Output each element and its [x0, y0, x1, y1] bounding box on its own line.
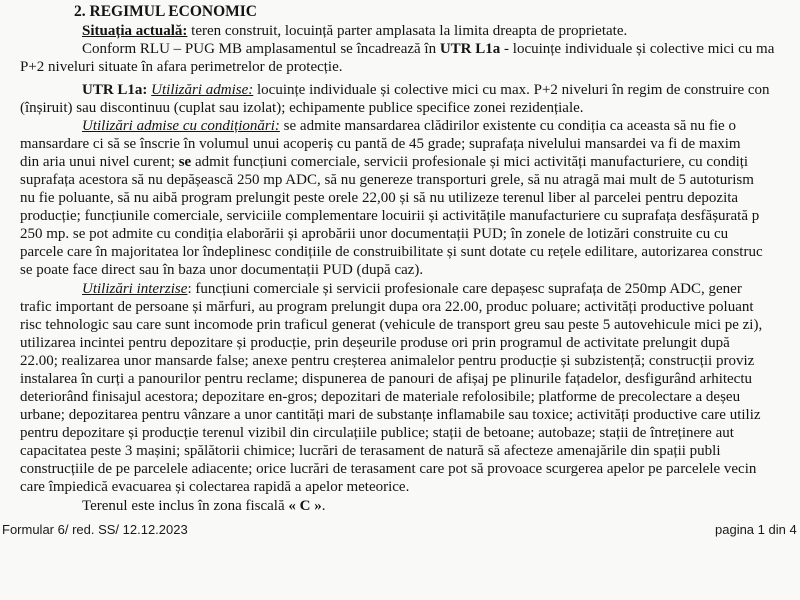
int-line-10: capacitatea peste 3 mașini; spălătorii chimice; lucrări de terasament de natură să afecteze amenajările din spații publi [20, 443, 721, 459]
conform-utr: UTR L1a [439, 41, 501, 57]
int-text-1: : funcțiuni comerciale și servicii profesionale care depașesc suprafața de 250mp ADC, gener [187, 281, 742, 297]
cond-line-7: 250 mp. se pot admite cu condiția elaborării și aprobării unor documentații PUD; în zonele de lotizări construite cu cu [20, 226, 729, 242]
int-line-8: urbane; depozitarea pentru vânzare a unor cantități mari de substanțe inflamabile sau toxice; activități productive care utiliz [20, 407, 761, 423]
int-line-11: construcțiile de pe parcelele adiacente; orice lucrări de terasament care pot să provoace scurgerea apelor pe parcelele vecin [20, 461, 757, 477]
cond-label: Utilizări admise cu condiționări: [82, 118, 280, 134]
conform-suffix: - locuințe individuale și colective mici cu ma [500, 41, 775, 57]
int-line-2: trafic important de persoane și mărfuri, au program prelungit dupa ora 22.00, produc poluare; activități productive poluant [20, 299, 754, 315]
situatia-label: Situația actuală: [82, 23, 188, 39]
admise-line-2: (înșiruit) sau discontinuu (cuplat sau izolat); echipamente publice specifice zonei rezidențiale. [20, 100, 584, 116]
int-line-5: 22.00; realizarea unor mansarde false; anexe pentru creșterea animalelor pentru producție și subzistență; construcții proviz [20, 353, 755, 369]
cond-line-4: suprafața acestora să nu depășească 250 mp ADC, să nu genereze transporturi grele, să nu atragă mai mult de 5 autoturism [20, 172, 754, 188]
int-line-3: risc tehnologic sau care sunt incomode prin traficul generat (vehicule de transport greu sau peste 5 autovehicule mici pe zi), [20, 317, 763, 333]
cond-line-1 [82, 117, 736, 135]
cond-line-9: se poate face direct sau în baza unor documentații PUD (după caz). [20, 262, 424, 278]
fiscal-end: . [321, 498, 326, 514]
cond-line-6: producție; funcțiunile comerciale, serviciile complementare locuirii și activitățile manufacturiere cu suprafața desfășurată p [20, 208, 760, 224]
footer-page-number: pagina 1 din 4 [715, 522, 797, 537]
fiscal-line [82, 497, 325, 515]
int-line-6: instalarea în curți a panourilor pentru reclame; dispunerea de panouri de afișaj pe plinurile fațadelor, desfigurând arhitectu [20, 371, 753, 387]
fiscal-zone: « C » [288, 498, 322, 514]
int-line-4: utilizarea incintei pentru depozitare și producție, prin deșeurile produse ori prin programul de activitate prelungit după [20, 335, 730, 351]
situatia-text: teren construit, locuință parter amplasata la limita dreapta de proprietate. [187, 23, 628, 39]
cond-text-3c: admit funcțiuni comerciale, servicii profesionale și mici activități manufacturiere, cu condiți [191, 154, 749, 170]
int-line-9: pentru depozitare și producție terenul vizibil din circulațiile publice; stații de betoane; autobaze; stații de întreținere aut [20, 425, 734, 441]
situatia-line [82, 22, 627, 40]
admise-line-1 [82, 81, 770, 99]
conform-prefix: Conform RLU – PUG MB amplasamentul se încadrează în [82, 41, 440, 57]
int-label: Utilizări interzise [82, 281, 188, 297]
footer-form-ref: Formular 6/ red. SS/ 12.12.2023 [2, 522, 188, 537]
utr-code: UTR L1a: [82, 82, 148, 98]
int-line-1 [82, 280, 742, 298]
cond-text-3a: din aria unui nivel curent; [20, 154, 179, 170]
cond-line-5: nu fie poluante, să nu aibă program prelungit peste orele 22,00 și să nu utilizeze terenul liber al parcelei pentru depozita [20, 190, 739, 206]
fiscal-text: Terenul este inclus în zona fiscală [82, 498, 289, 514]
conform-line-1 [82, 40, 774, 58]
int-line-12: care împiedică evacuarea și colectarea rapidă a apelor meteorice. [20, 479, 410, 495]
cond-text-1: se admite mansardarea clădirilor existente cu condiția ca aceasta să nu fie o [279, 118, 736, 134]
admise-label: Utilizări admise: [151, 82, 254, 98]
cond-text-3b: se [178, 154, 192, 170]
admise-text-1: locuințe individuale și colective mici cu max. P+2 niveluri în regim de construire con [253, 82, 770, 98]
int-line-7: deteriorând finisajul acestora; depozitare en-gros; depozitari de materiale refolosibile; platforme de precolectare a deșeu [20, 389, 741, 405]
conform-line-2: P+2 niveluri situate în afara perimetrelor de protecție. [20, 59, 343, 75]
cond-line-2: mansardare ci să se înscrie în volumul unui acoperiș cu pantă de 45 grade; suprafața nivelului mansardei va fi de maxim [20, 136, 741, 152]
cond-line-8: parcele care în majoritatea lor îndeplinesc condițiile de construibilitate și sunt dotate cu rețele edilitare, autorizarea construc [20, 244, 763, 260]
cond-line-3 [20, 153, 748, 171]
section-heading: 2. REGIMUL ECONOMIC [74, 3, 257, 20]
